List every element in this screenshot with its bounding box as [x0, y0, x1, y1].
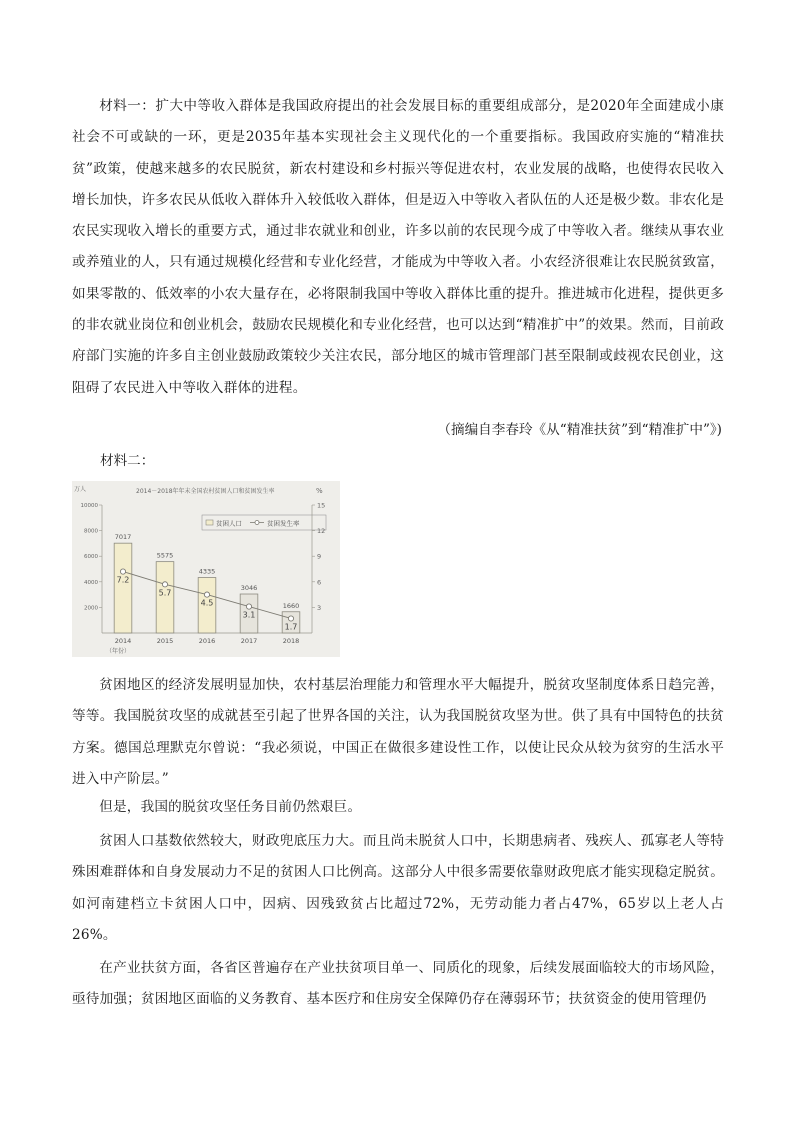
bar-value-label: 4335 — [198, 567, 216, 576]
rate-point — [162, 582, 167, 587]
right-tick-label: 6 — [317, 578, 322, 587]
bar-value-label: 7017 — [114, 533, 132, 542]
right-tick-label: 15 — [317, 501, 326, 510]
right-axis-unit: % — [316, 487, 323, 495]
rate-point — [288, 616, 293, 621]
bar-2014 — [114, 543, 132, 633]
rate-value-label: 4.5 — [200, 598, 214, 608]
right-tick-label: 9 — [317, 552, 322, 561]
x-axis-suffix: （年份） — [106, 648, 131, 655]
chart-title: 2014－2018年年末全国农村贫困人口和贫困发生率 — [136, 488, 275, 495]
bar-value-label: 1660 — [282, 601, 300, 610]
material-two-paragraph-3: 贫困人口基数依然较大，财政兜底压力大。而且尚未脱贫人口中，长期患病者、残疾人、孤寡老人等特殊困难群体和自身发展动力不足的贫困人口比例高。这部分人中很多需要依靠财政兜底才能实现稳定脱贫。如河南建档立卡贫困人口中，因病、因残致贫占比超过72%，无劳动能力者占47%，65岁以上老人占26%。 — [72, 833, 724, 943]
rate-value-label: 7.2 — [116, 575, 130, 585]
material-one-citation: （摘编自李春玲《从“精准扶贫”到“精准扩中”》) — [437, 422, 722, 438]
material-two-paragraph-2: 但是，我国的脱贫攻坚任务目前仍然艰巨。 — [99, 799, 362, 815]
material-two-label: 材料二： — [100, 453, 155, 469]
legend-bar-swatch — [206, 520, 213, 525]
poverty-chart — [72, 481, 340, 657]
bar-value-label: 5575 — [156, 551, 174, 560]
rate-value-label: 5.7 — [158, 588, 172, 598]
left-tick-label: 8000 — [84, 528, 98, 535]
material-two-paragraph-1: 贫困地区的经济发展明显加快，农村基层治理能力和管理水平大幅提升，脱贫攻坚制度体系日趋完善，等等。我国脱贫攻坚的成就甚至引起了世界各国的关注，认为我国脱贫攻坚为世。供了具有中国特色的扶贫方案。德国总理默克尔曾说：“我必须说，中国正在做很多建设性工作，以使让民众从较为贫穷的生活水平进入中产阶层。” — [72, 677, 724, 787]
bar-value-label: 3046 — [240, 584, 258, 593]
right-tick-label: 12 — [317, 527, 326, 536]
x-tick-label: 2017 — [240, 637, 258, 645]
left-tick-label: 6000 — [84, 554, 98, 561]
rate-point — [246, 604, 251, 609]
rate-point — [120, 569, 125, 574]
legend-line-marker — [255, 521, 259, 525]
left-axis-unit: 万人 — [74, 486, 87, 493]
material-one-paragraph: 材料一：扩大中等收入群体是我国政府提出的社会发展目标的重要组成部分，是2020年全面建成小康社会不可或缺的一环，更是2035年基本实现社会主义现代化的一个重要指标。我国政府实施的“精准扶贫”政策，使越来越多的农民脱贫，新农村建设和乡村振兴等促进农村，农业发展的战略，也使得农民收入增长加快，许多农民从低收入群体升入较低收入群体，但是迈入中等收入者队伍的人还是极少数。非农化是农民实现收入增长的重要方式，通过非农就业和创业，许多以前的农民现今成了中等收入者。继续从事农业或养殖业的人，只有通过规模化经营和专业化经营，才能成为中等收入者。小农经济很难让农民脱贫致富，如果零散的、低效率的小农大量存在，必将限制我国中等收入群体比重的提升。推进城市化进程，提供更多的非农就业岗位和创业机会，鼓励农民规模化和专业化经营，也可以达到“精准扩中”的效果。然而，目前政府部门实施的许多自主创业鼓励政策较少关注农民，部分地区的城市管理部门甚至限制或歧视农民创业，这阻碍了农民进入中等收入群体的进程。 — [72, 98, 724, 396]
chart-plot-layer — [74, 485, 326, 655]
x-tick-label: 2018 — [282, 637, 300, 645]
material-two-paragraph-4: 在产业扶贫方面，各省区普遍存在产业扶贫项目单一、同质化的现象，后续发展面临较大的市场风险，亟待加强；贫困地区面临的义务教育、基本医疗和住房安全保障仍存在薄弱环节；扶贫资金的使用管理仍 — [72, 960, 724, 1008]
left-tick-label: 4000 — [84, 579, 98, 586]
right-tick-label: 3 — [317, 603, 322, 612]
x-tick-label: 2015 — [156, 637, 174, 645]
x-tick-label: 2016 — [198, 637, 216, 645]
left-tick-label: 2000 — [84, 605, 98, 612]
rate-value-label: 3.1 — [242, 610, 256, 620]
x-tick-label: 2014 — [114, 637, 132, 645]
legend-bar-label: 贫困人口 — [216, 519, 242, 528]
rate-point — [204, 592, 209, 597]
legend-line-label: 贫困发生率 — [267, 519, 300, 528]
rate-value-label: 1.7 — [284, 622, 298, 632]
left-tick-label: 10000 — [80, 503, 98, 509]
